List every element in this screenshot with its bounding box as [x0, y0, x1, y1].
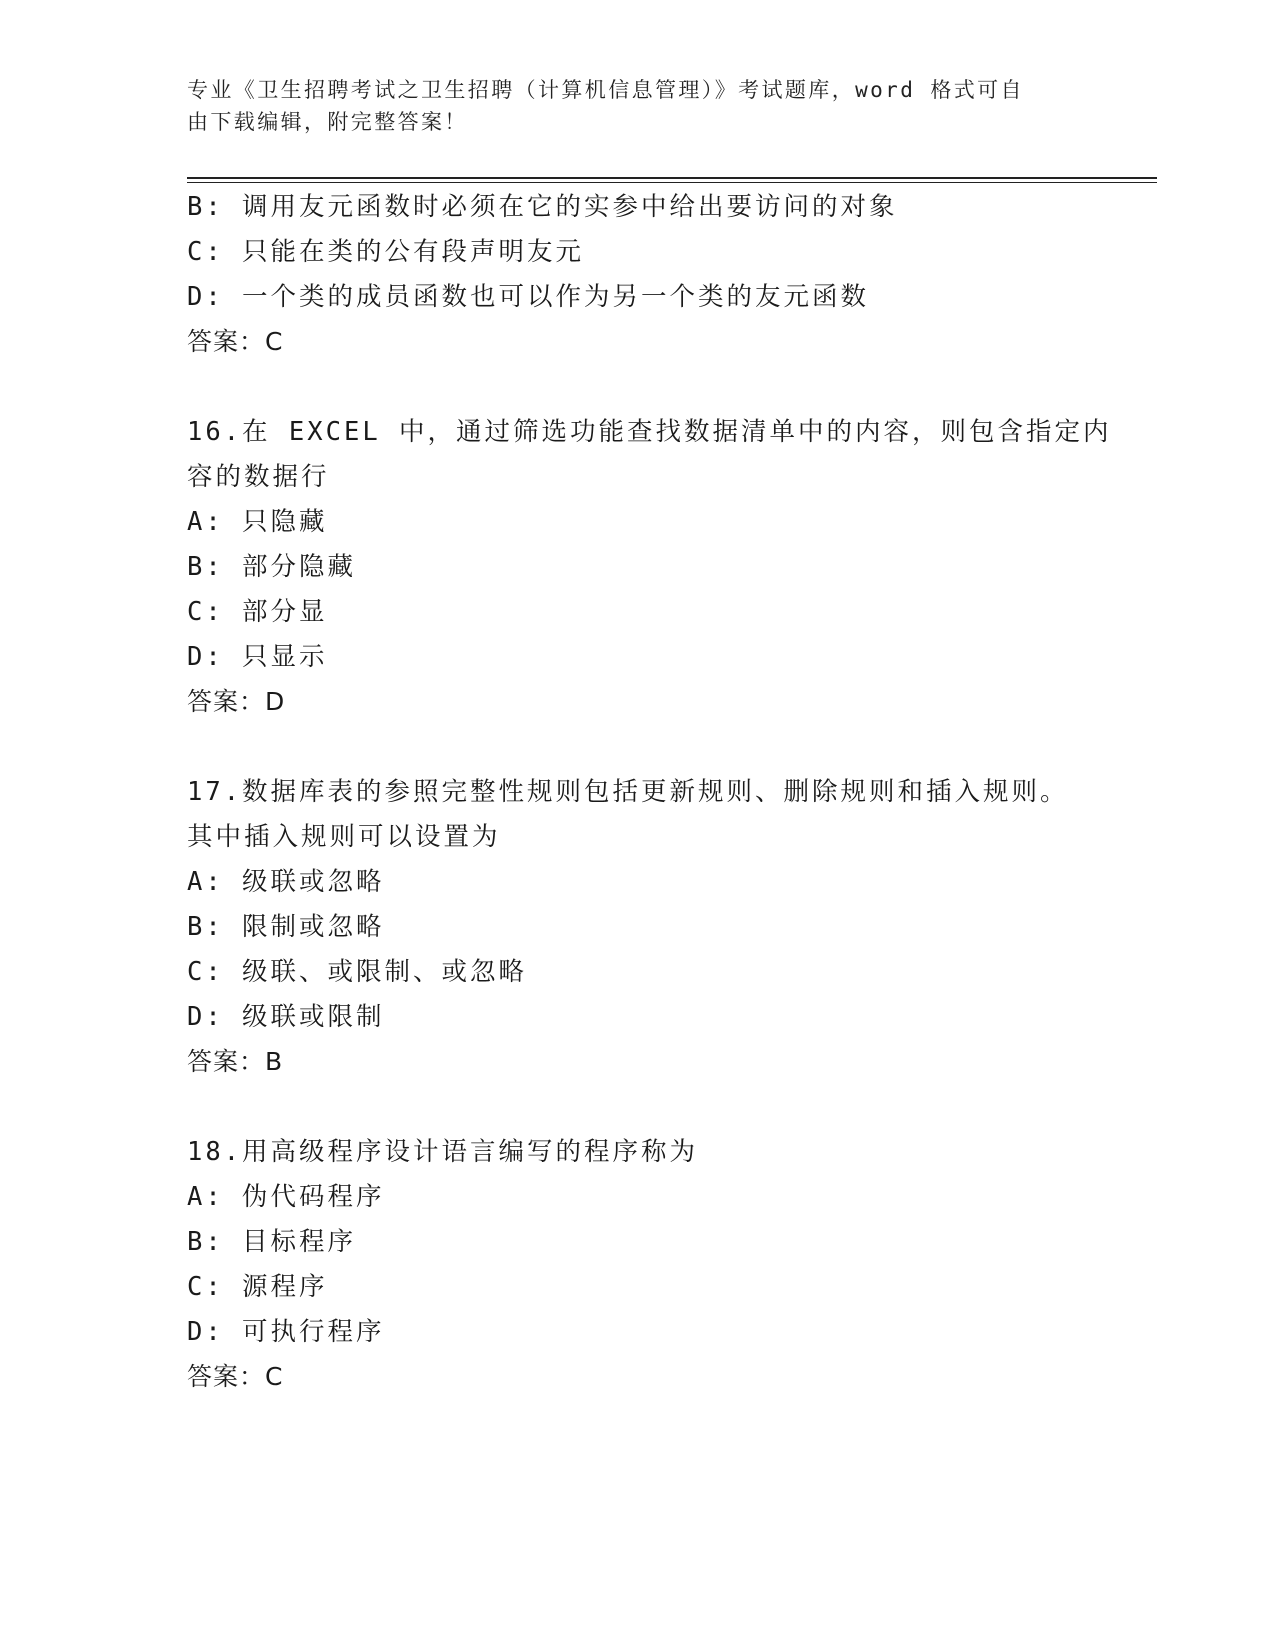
header-line-2: 由下载编辑，附完整答案！: [187, 110, 468, 134]
answer: 答案：C: [187, 327, 284, 356]
option-c: C: 级联、或限制、或忽略: [187, 957, 528, 987]
option-b: B: 限制或忽略: [187, 912, 385, 942]
option-a: A: 伪代码程序: [187, 1182, 385, 1212]
header-line-1: 专业《卫生招聘考试之卫生招聘（计算机信息管理）》考试题库，word 格式可自: [187, 78, 1024, 102]
option-c: C: 部分显: [187, 597, 328, 627]
question-18-stem: 18.用高级程序设计语言编写的程序称为: [187, 1137, 699, 1167]
answer: 答案：B: [187, 1047, 284, 1076]
question-17-stem: 17.数据库表的参照完整性规则包括更新规则、删除规则和插入规则。: [187, 777, 1069, 807]
option-d: D: 一个类的成员函数也可以作为另一个类的友元函数: [187, 282, 870, 312]
question-16-stem-cont: 容的数据行: [187, 462, 330, 492]
option-a: A: 级联或忽略: [187, 867, 385, 897]
page-header: [187, 74, 1067, 138]
option-b: B: 调用友元函数时必须在它的实参中给出要访问的对象: [187, 192, 898, 222]
option-c: C: 源程序: [187, 1272, 328, 1302]
question-16-stem: 16.在 EXCEL 中，通过筛选功能查找数据清单中的内容，则包含指定内: [187, 417, 1112, 447]
option-b: B: 部分隐藏: [187, 552, 357, 582]
option-d: D: 级联或限制: [187, 1002, 385, 1032]
option-c: C: 只能在类的公有段声明友元: [187, 237, 585, 267]
option-b: B: 目标程序: [187, 1227, 357, 1257]
header-divider: [187, 177, 1157, 183]
answer: 答案：C: [187, 1362, 284, 1391]
option-d: D: 可执行程序: [187, 1317, 385, 1347]
option-a: A: 只隐藏: [187, 507, 328, 537]
answer: 答案：D: [187, 687, 286, 716]
question-17-stem-cont: 其中插入规则可以设置为: [187, 822, 501, 852]
option-d: D: 只显示: [187, 642, 328, 672]
